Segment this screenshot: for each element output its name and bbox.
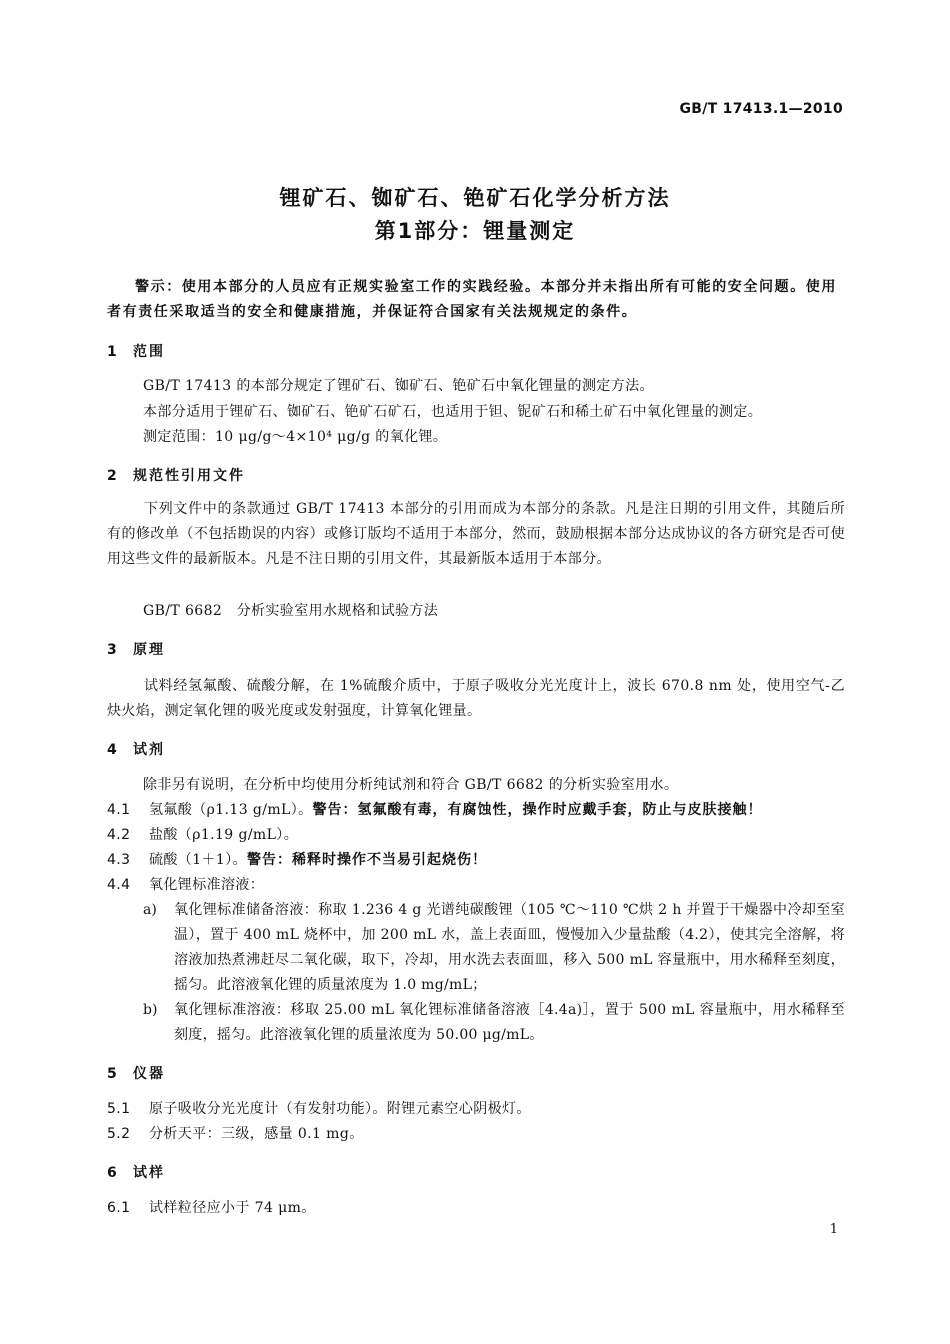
document-title-line2: 第1部分：锂量测定 xyxy=(374,219,576,243)
section-number: 5 xyxy=(107,1066,117,1082)
safety-warning: 警示：使用本部分的人员应有正规实验室工作的实践经验。本部分并未指出所有可能的安全问题。使用者有责任采取适当的安全和健康措施，并保证符合国家有关法规规定的条件。 xyxy=(107,279,837,320)
principle-paragraph: 试料经氢氟酸、硫酸分解，在 1%硫酸介质中，于原子吸收分光光度计上，波长 670.8 nm 处，使用空气-乙炔火焰，测定氧化锂的吸光度或发射强度，计算氧化锂量。 xyxy=(107,678,845,719)
sub-item-b xyxy=(143,998,845,1048)
scope-line-1: GB/T 17413 的本部分规定了锂矿石、铷矿石、铯矿石中氧化锂量的测定方法。 xyxy=(143,378,654,394)
item-text: 盐酸（ρ1.19 g/mL）。 xyxy=(149,827,299,843)
item-warning: 警告：稀释时操作不当易引起烧伤！ xyxy=(247,852,488,868)
section-number: 1 xyxy=(107,344,117,360)
section-1-heading xyxy=(107,341,165,361)
reagents-intro: 除非另有说明，在分析中均使用分析纯试剂和符合 GB/T 6682 的分析实验室用水。 xyxy=(143,777,679,793)
sample-item-6-1 xyxy=(107,1196,845,1221)
reagent-item-4-1 xyxy=(107,798,845,823)
section-title: 试剂 xyxy=(133,742,165,758)
instrument-item-5-2 xyxy=(107,1122,845,1147)
section-title: 仪器 xyxy=(133,1066,165,1082)
scope-line-2: 本部分适用于锂矿石、铷矿石、铯矿石矿石，也适用于钽、铌矿石和稀土矿石中氧化锂量的测定。 xyxy=(143,404,763,420)
section-number: 6 xyxy=(107,1165,117,1181)
reagent-item-4-2 xyxy=(107,823,845,848)
item-text: 原子吸收分光光度计（有发射功能）。附锂元素空心阴极灯。 xyxy=(149,1101,531,1117)
reagent-item-4-4 xyxy=(107,873,845,898)
item-number: 5.1 xyxy=(107,1101,131,1117)
section-title: 范围 xyxy=(133,344,165,360)
section-title: 规范性引用文件 xyxy=(133,468,245,484)
document-title-line1: 锂矿石、铷矿石、铯矿石化学分析方法 xyxy=(279,186,671,210)
sub-item-a xyxy=(143,898,845,998)
section-2-heading xyxy=(107,465,245,485)
item-warning: 警告：氢氟酸有毒，有腐蚀性，操作时应戴手套，防止与皮肤接触！ xyxy=(312,802,763,818)
section-number: 2 xyxy=(107,468,117,484)
section-number: 4 xyxy=(107,742,117,758)
normative-references-paragraph: 下列文件中的条款通过 GB/T 17413 本部分的引用而成为本部分的条款。凡是注日期的引用文件，其随后所有的修改单（不包括勘误的内容）或修订版均不适用于本部分，然而，鼓励根据本部分达成协议的各方研究是否可使用这些文件的最新版本。凡是不注日期的引用文件，其最新版本适用于本部分。 xyxy=(107,501,845,567)
scope-line-3: 测定范围：10 μg/g～4×10⁴ μg/g 的氧化锂。 xyxy=(143,429,448,445)
item-number: 6.1 xyxy=(107,1200,131,1216)
item-text: 试样粒径应小于 74 μm。 xyxy=(149,1200,316,1216)
sub-item-label: b) xyxy=(143,1002,158,1018)
sub-item-text: 氧化锂标准溶液：移取 25.00 mL 氧化锂标准储备溶液［4.4a)］，置于 500 mL 容量瓶中，用水稀释至刻度，摇匀。此溶液氧化锂的质量浓度为 50.00 μg/mL。 xyxy=(174,1002,845,1043)
page-number: 1 xyxy=(829,1222,838,1237)
section-6-heading xyxy=(107,1162,165,1182)
item-text: 分析天平：三级，感量 0.1 mg。 xyxy=(149,1126,364,1142)
section-4-heading xyxy=(107,739,165,759)
item-number: 4.1 xyxy=(107,802,131,818)
item-number: 5.2 xyxy=(107,1126,131,1142)
item-number: 4.3 xyxy=(107,852,131,868)
item-number: 4.4 xyxy=(107,877,131,893)
item-text: 氧化锂标准溶液： xyxy=(149,877,265,893)
reagent-item-4-3 xyxy=(107,848,845,873)
item-text: 硫酸（1＋1）。 xyxy=(149,852,248,868)
item-number: 4.2 xyxy=(107,827,131,843)
section-title: 试样 xyxy=(133,1165,165,1181)
section-title: 原理 xyxy=(133,642,165,658)
section-3-heading xyxy=(107,639,165,659)
section-number: 3 xyxy=(107,642,117,658)
reference-gbt6682: GB/T 6682 分析实验室用水规格和试验方法 xyxy=(143,603,439,619)
section-5-heading xyxy=(107,1063,165,1083)
item-text: 氢氟酸（ρ1.13 g/mL）。 xyxy=(149,802,313,818)
instrument-item-5-1 xyxy=(107,1097,845,1122)
sub-item-label: a) xyxy=(143,902,157,918)
sub-item-text: 氧化锂标准储备溶液：称取 1.236 4 g 光谱纯碳酸锂（105 ℃～110 ℃烘 2 h 并置于干燥器中冷却至室温），置于 400 mL 烧杯中，加 200 mL 水，盖上表面皿，慢慢加入少量盐酸（4.2），使其完全溶解，将溶液加热煮沸赶尽二氧化碳，取下，冷却，用水洗去表面皿，移入 500 mL 容量瓶中，用水稀释至刻度，摇匀。此溶液氧化锂的质量浓度为 1.0 mg/mL； xyxy=(174,902,845,993)
standard-code: GB/T 17413.1—2010 xyxy=(679,101,843,117)
